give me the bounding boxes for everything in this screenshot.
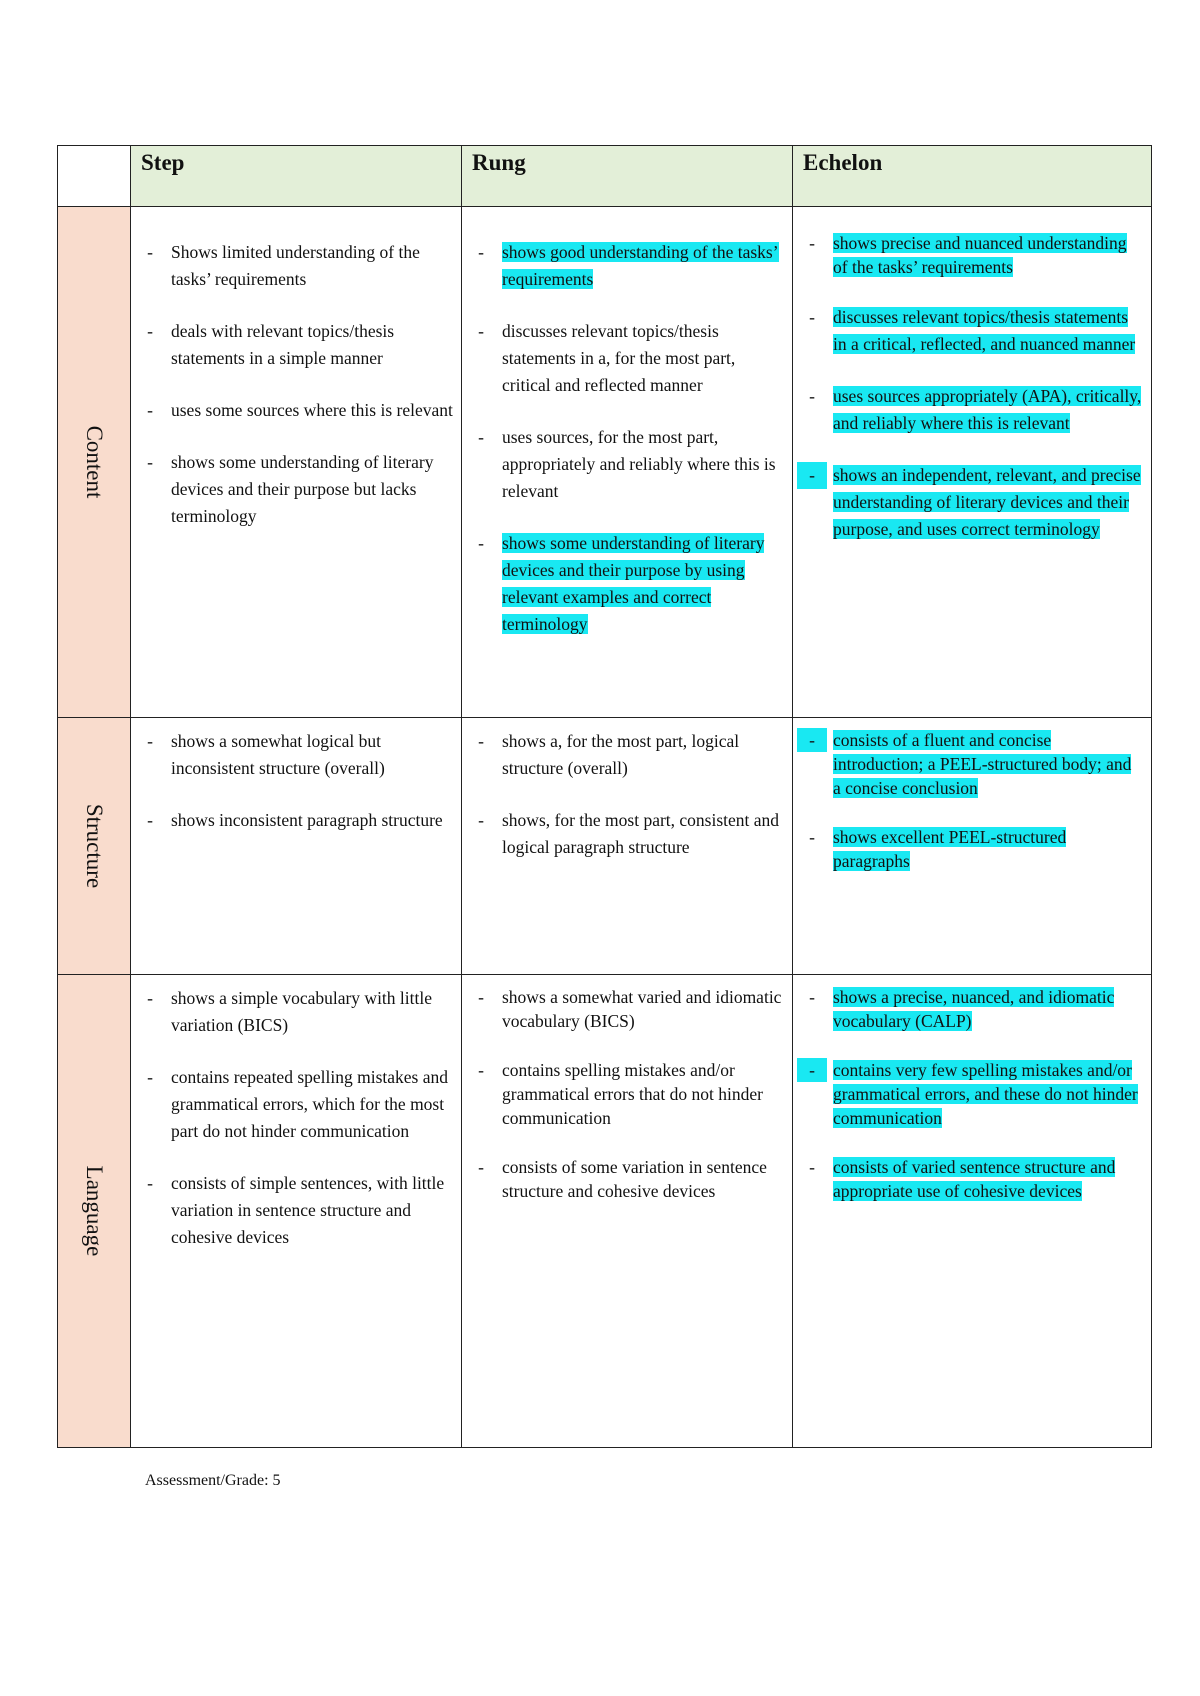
criterion: - shows a precise, nuanced, and idiomatic vocabulary (CALP) xyxy=(809,987,1115,1031)
cell-structure-rung xyxy=(462,718,793,975)
criterion: - discusses relevant topics/thesis statements in a, for the most part, critical and reflected manner xyxy=(478,321,736,395)
cell-structure-step xyxy=(131,718,462,975)
criterion: - shows excellent PEEL-structured paragraphs xyxy=(809,827,1067,871)
header-step: Step xyxy=(131,146,462,207)
row-content xyxy=(58,207,1152,718)
criterion: - shows, for the most part, consistent and logical paragraph structure xyxy=(478,810,780,857)
header-rung: Rung xyxy=(462,146,793,207)
header-corner xyxy=(58,146,131,207)
cell-language-step xyxy=(131,975,462,1448)
criterion: - shows precise and nuanced understanding of the tasks’ requirements xyxy=(809,233,1127,277)
criterion: - shows a, for the most part, logical structure (overall) xyxy=(478,731,740,778)
row-structure xyxy=(58,718,1152,975)
row-language xyxy=(58,975,1152,1448)
row-label-structure: Structure xyxy=(58,718,131,975)
criterion: - shows good understanding of the tasks’ requirements xyxy=(478,242,779,289)
criterion: - shows inconsistent paragraph structure xyxy=(147,810,443,830)
row-label-language: Language xyxy=(58,975,131,1448)
cell-language-echelon xyxy=(793,975,1152,1448)
header-echelon: Echelon xyxy=(793,146,1152,207)
row-label-content: Content xyxy=(58,207,131,718)
rubric-table xyxy=(57,145,1152,1448)
criterion: - discusses relevant topics/thesis statements in a critical, reflected, and nuanced manner xyxy=(809,307,1136,354)
criterion: - consists of some variation in sentence structure and cohesive devices xyxy=(478,1157,767,1201)
header-row xyxy=(58,146,1152,207)
criterion: - uses some sources where this is relevant xyxy=(147,400,453,420)
criterion: - consists of a fluent and concise introduction; a PEEL-structured body; and a concise conclusion xyxy=(833,728,1143,800)
criterion: - shows a somewhat logical but inconsistent structure (overall) xyxy=(147,731,385,778)
criterion: - consists of simple sentences, with little variation in sentence structure and cohesive devices xyxy=(147,1173,445,1247)
criterion: - Shows limited understanding of the tasks’ requirements xyxy=(147,242,420,289)
criterion: - uses sources, for the most part, appropriately and reliably where this is relevant xyxy=(478,427,776,501)
cell-language-rung xyxy=(462,975,793,1448)
cell-content-rung xyxy=(462,207,793,718)
criterion: - contains spelling mistakes and/or grammatical errors that do not hinder communication xyxy=(478,1060,763,1128)
criterion: - shows an independent, relevant, and precise understanding of literary devices and their purpose, and uses correct terminology xyxy=(833,462,1143,543)
criterion: - deals with relevant topics/thesis statements in a simple manner xyxy=(147,321,395,368)
cell-content-step xyxy=(131,207,462,718)
criterion: - consists of varied sentence structure and appropriate use of cohesive devices xyxy=(809,1157,1116,1201)
criterion: - shows a simple vocabulary with little variation (BICS) xyxy=(147,988,432,1035)
cell-structure-echelon xyxy=(793,718,1152,975)
criterion: - uses sources appropriately (APA), critically, and reliably where this is relevant xyxy=(809,386,1142,433)
criterion: - contains very few spelling mistakes and/or grammatical errors, and these do not hinder communication xyxy=(833,1058,1143,1130)
criterion: - shows some understanding of literary devices and their purpose but lacks terminology xyxy=(147,452,434,526)
criterion: - shows a somewhat varied and idiomatic vocabulary (BICS) xyxy=(478,987,782,1031)
assessment-grade: Assessment/Grade: 5 xyxy=(145,1472,281,1489)
cell-content-echelon xyxy=(793,207,1152,718)
criterion: - contains repeated spelling mistakes and grammatical errors, which for the most part do not hinder communication xyxy=(147,1067,449,1141)
criterion: - shows some understanding of literary devices and their purpose by using relevant examples and correct terminology xyxy=(478,533,765,634)
